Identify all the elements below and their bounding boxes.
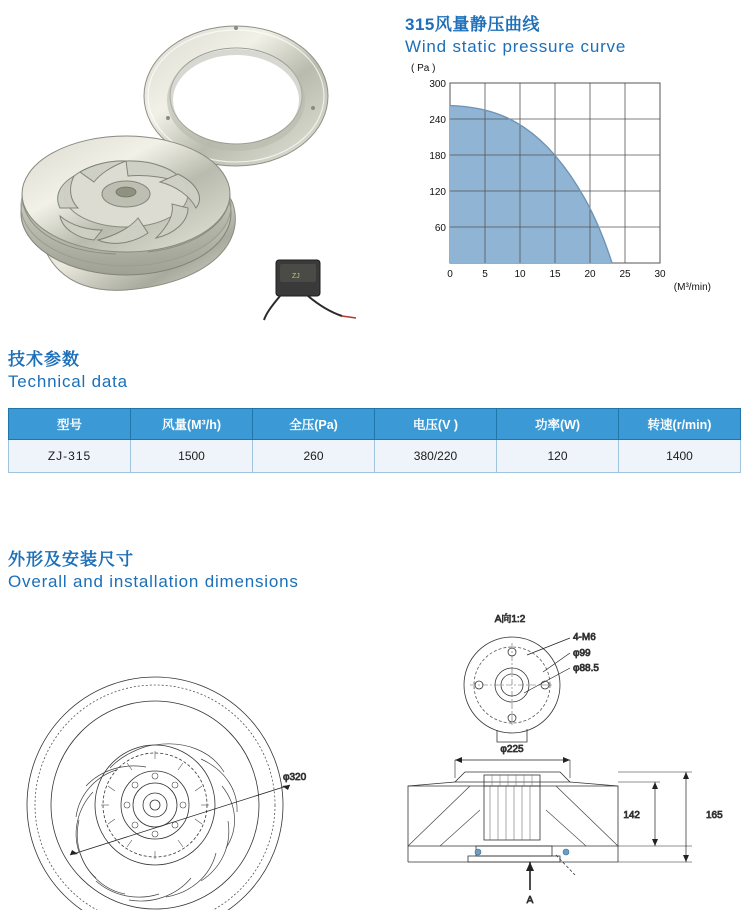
dimensions-heading <box>8 545 299 592</box>
svg-text:120: 120 <box>429 187 446 198</box>
cell-speed: 1400 <box>619 440 741 473</box>
y-axis-unit: ( Pa ) <box>411 63 436 74</box>
detail-label-bolt: 4-M6 <box>573 632 596 643</box>
front-view-diameter-label: φ320 <box>283 772 307 783</box>
table-row <box>9 440 741 473</box>
svg-text:30: 30 <box>654 269 666 280</box>
svg-text:300: 300 <box>429 79 446 90</box>
side-view-drawing <box>408 744 723 906</box>
column-header-airflow: 风量(M³/h) <box>131 409 253 440</box>
chart-title-en: Wind static pressure curve <box>405 37 627 56</box>
svg-text:240: 240 <box>429 115 446 126</box>
svg-text:10: 10 <box>514 269 526 280</box>
front-view-drawing <box>27 677 307 910</box>
chart-title-cn: 315风量静压曲线 <box>405 15 540 34</box>
cell-airflow: 1500 <box>131 440 253 473</box>
detail-label-d99: φ99 <box>573 648 591 659</box>
detail-label-d885: φ88.5 <box>573 663 599 674</box>
dimension-drawings <box>0 600 750 910</box>
svg-text:ZJ: ZJ <box>292 273 300 280</box>
technical-heading-cn: 技术参数 <box>8 350 80 369</box>
side-view-callout: A <box>526 895 534 906</box>
cell-voltage: 380/220 <box>375 440 497 473</box>
column-header-model: 型号 <box>9 409 131 440</box>
cell-pressure: 260 <box>253 440 375 473</box>
dimension-165: 165 <box>706 810 723 821</box>
svg-text:180: 180 <box>429 151 446 162</box>
chart-section <box>400 10 740 340</box>
dimension-142: 142 <box>623 810 640 821</box>
side-view-top-label: φ225 <box>500 744 524 755</box>
table-header-row <box>9 409 741 440</box>
x-axis-unit: (M³/min) <box>673 282 711 293</box>
svg-text:20: 20 <box>584 269 596 280</box>
detail-view-title: A向1:2 <box>494 614 526 625</box>
product-photo <box>8 8 388 328</box>
svg-text:60: 60 <box>434 223 446 234</box>
column-header-pressure: 全压(Pa) <box>253 409 375 440</box>
technical-data-table <box>8 408 741 473</box>
cell-power: 120 <box>497 440 619 473</box>
technical-data-heading <box>8 345 128 392</box>
pressure-curve-chart <box>405 63 711 293</box>
capacitor-illustration <box>264 260 356 320</box>
svg-text:0: 0 <box>447 269 453 280</box>
dimensions-heading-en: Overall and installation dimensions <box>8 572 299 591</box>
technical-heading-en: Technical data <box>8 372 128 391</box>
column-header-speed: 转速(r/min) <box>619 409 741 440</box>
column-header-voltage: 电压(V ) <box>375 409 497 440</box>
dimensions-heading-cn: 外形及安装尺寸 <box>8 550 134 569</box>
column-header-power: 功率(W) <box>497 409 619 440</box>
svg-text:15: 15 <box>549 269 561 280</box>
cell-model: ZJ-315 <box>9 440 131 473</box>
detail-view-drawing <box>464 612 599 742</box>
svg-text:5: 5 <box>482 269 488 280</box>
impeller-illustration <box>21 136 235 290</box>
svg-text:25: 25 <box>619 269 631 280</box>
